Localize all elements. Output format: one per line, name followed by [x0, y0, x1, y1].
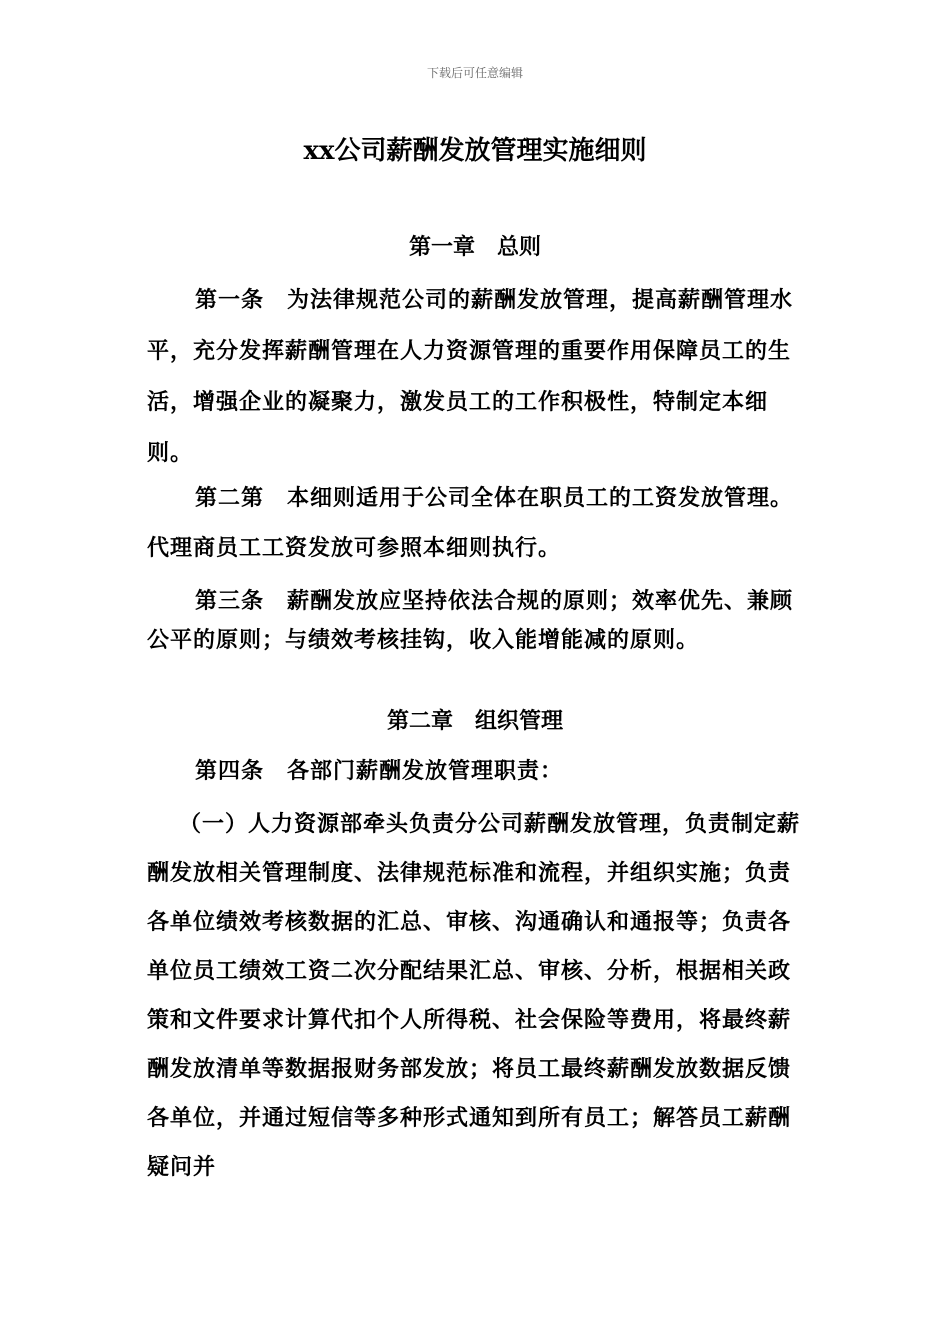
chapter-2-heading: 第二章 组织管理	[386, 708, 563, 734]
chapter-1-heading: 第一章 总则	[408, 234, 541, 260]
article-3: 第三条 薪酬发放应坚持依法合规的原则；效率优先、兼顾公平的原则；与绩效考核挂钩，收入能增能减的原则。	[147, 588, 794, 653]
article-4-item-1: （一）人力资源部牵头负责分公司薪酬发放管理，负责制定薪酬发放相关管理制度、法律规范标准和流程，并组织实施；负责各单位绩效考核数据的汇总、审核、沟通确认和通报等；负责各单位员工绩效工资二次分配结果汇总、审核、分析，根据相关政策和文件要求计算代扣个人所得税、社会保险等费用，将最终薪酬发放清单等数据报财务部发放；将员工最终薪酬发放数据反馈各单位，并通过短信等多种形式通知到所有员工；解答员工薪酬疑问并	[147, 811, 801, 1180]
header-note: 下载后可任意编辑	[426, 66, 523, 80]
article-2: 第二第 本细则适用于公司全体在职员工的工资发放管理。代理商员工工资发放可参照本细则执行。	[147, 485, 794, 561]
document-title: xx公司薪酬发放管理实施细则	[303, 136, 647, 166]
article-1: 第一条 为法律规范公司的薪酬发放管理，提高薪酬管理水平，充分发挥薪酬管理在人力资源管理的重要作用保障员工的生活，增强企业的凝聚力，激发员工的工作积极性，特制定本细则。	[147, 287, 794, 466]
article-4: 第四条 各部门薪酬发放管理职责：	[195, 758, 564, 784]
